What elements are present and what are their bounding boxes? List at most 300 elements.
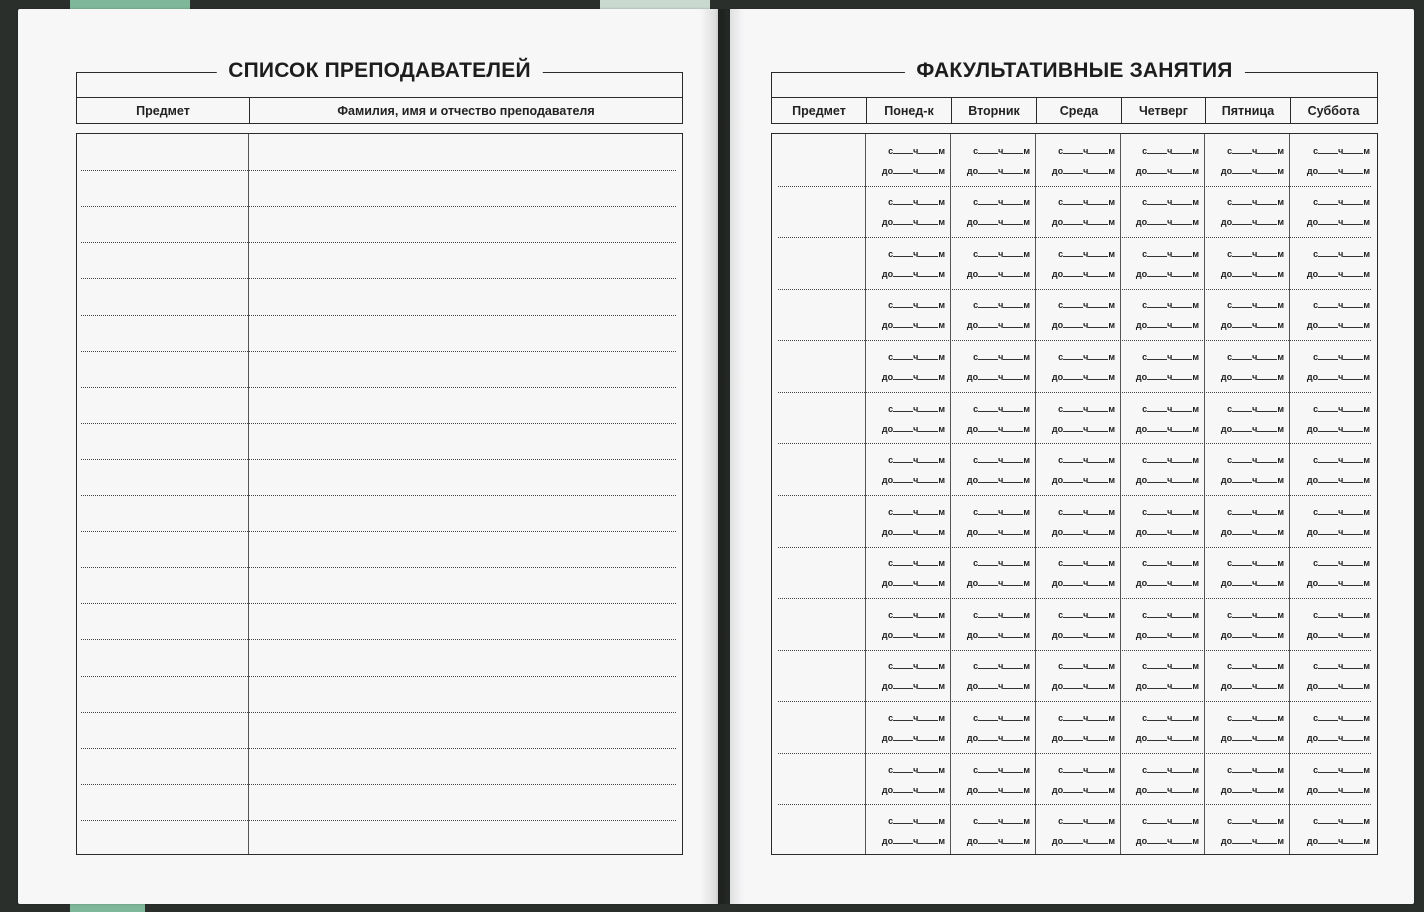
time-to-line: до ч м <box>1220 268 1284 279</box>
time-to-line: до ч м <box>881 629 945 640</box>
time-from-line: с ч м <box>1227 764 1284 775</box>
time-to-line: до ч м <box>1306 320 1370 331</box>
time-to-line: до ч м <box>881 681 945 692</box>
time-to-line: до ч м <box>1135 165 1199 176</box>
elective-time-cell[interactable] <box>866 237 951 289</box>
electives-header-row <box>771 97 1378 124</box>
time-to-line: до ч м <box>1051 733 1115 744</box>
time-to-line: до ч м <box>1306 836 1370 847</box>
time-to-line: до ч м <box>1135 372 1199 383</box>
teacher-name-cell[interactable] <box>250 278 682 314</box>
time-to-line: до ч м <box>966 423 1030 434</box>
elective-subject-cell[interactable] <box>772 237 865 289</box>
time-to-line: до ч м <box>966 784 1030 795</box>
time-to-line: до ч м <box>1051 217 1115 228</box>
time-from-line: с ч м <box>1142 609 1199 620</box>
elective-time-cell[interactable] <box>1121 392 1205 444</box>
elective-time-cell[interactable] <box>1036 392 1121 444</box>
teacher-subject-cell[interactable] <box>77 206 248 242</box>
time-from-line: с ч м <box>888 300 945 311</box>
teacher-name-cell[interactable] <box>250 495 682 531</box>
time-to-line: до ч м <box>1135 268 1199 279</box>
teacher-name-cell[interactable] <box>250 820 682 856</box>
time-to-line: до ч м <box>966 165 1030 176</box>
time-from-line: с ч м <box>1142 764 1199 775</box>
teacher-name-cell[interactable] <box>250 206 682 242</box>
time-to-line: до ч м <box>966 320 1030 331</box>
time-to-line: до ч м <box>1220 578 1284 589</box>
elective-time-cell[interactable] <box>1205 495 1290 547</box>
elective-time-cell[interactable] <box>1290 289 1376 341</box>
teacher-subject-cell[interactable] <box>77 712 248 748</box>
time-from-line: с ч м <box>973 248 1030 259</box>
time-to-line: до ч м <box>881 784 945 795</box>
elective-time-cell[interactable] <box>1036 186 1121 238</box>
time-to-line: до ч м <box>1306 526 1370 537</box>
elective-time-cell[interactable] <box>1036 547 1121 599</box>
elective-time-cell[interactable] <box>1036 134 1121 186</box>
time-from-line: с ч м <box>1142 145 1199 156</box>
time-to-line: до ч м <box>1306 681 1370 692</box>
teacher-name-cell[interactable] <box>250 676 682 712</box>
teacher-name-cell[interactable] <box>250 242 682 278</box>
elective-time-cell[interactable] <box>1036 495 1121 547</box>
time-to-line: до ч м <box>966 372 1030 383</box>
time-from-line: с ч м <box>973 816 1030 827</box>
time-to-line: до ч м <box>1135 423 1199 434</box>
elective-time-cell[interactable] <box>1205 289 1290 341</box>
teachers-table <box>76 133 683 855</box>
elective-subject-cell[interactable] <box>772 495 865 547</box>
time-to-line: до ч м <box>1051 526 1115 537</box>
elective-time-cell[interactable] <box>951 134 1036 186</box>
elective-time-cell[interactable] <box>866 701 951 753</box>
elective-time-cell[interactable] <box>1290 340 1376 392</box>
time-from-line: с ч м <box>1313 248 1370 259</box>
elective-time-cell[interactable] <box>1205 186 1290 238</box>
time-from-line: с ч м <box>888 352 945 363</box>
teacher-subject-cell[interactable] <box>77 242 248 278</box>
elective-time-cell[interactable] <box>1290 443 1376 495</box>
elective-time-cell[interactable] <box>1290 547 1376 599</box>
elective-time-cell[interactable] <box>866 289 951 341</box>
elective-time-cell[interactable] <box>951 650 1036 702</box>
time-to-line: до ч м <box>1051 165 1115 176</box>
elective-time-cell[interactable] <box>1205 547 1290 599</box>
time-to-line: до ч м <box>1220 836 1284 847</box>
column-header-subject: Предмет <box>792 103 846 118</box>
elective-time-cell[interactable] <box>1036 753 1121 805</box>
time-from-line: с ч м <box>1142 455 1199 466</box>
time-from-line: с ч м <box>973 661 1030 672</box>
elective-time-cell[interactable] <box>866 134 951 186</box>
elective-time-cell[interactable] <box>951 495 1036 547</box>
teacher-name-cell[interactable] <box>250 459 682 495</box>
elective-time-cell[interactable] <box>1121 753 1205 805</box>
time-from-line: с ч м <box>1058 609 1115 620</box>
time-from-line: с ч м <box>1313 506 1370 517</box>
teacher-name-cell[interactable] <box>250 134 682 170</box>
elective-subject-cell[interactable] <box>772 753 865 805</box>
time-from-line: с ч м <box>888 455 945 466</box>
time-from-line: с ч м <box>1313 300 1370 311</box>
elective-time-cell[interactable] <box>951 443 1036 495</box>
elective-time-cell[interactable] <box>866 753 951 805</box>
elective-subject-cell[interactable] <box>772 804 865 856</box>
time-to-line: до ч м <box>1135 475 1199 486</box>
time-to-line: до ч м <box>1051 475 1115 486</box>
elective-time-cell[interactable] <box>1036 443 1121 495</box>
teacher-subject-cell[interactable] <box>77 567 248 603</box>
time-from-line: с ч м <box>1142 816 1199 827</box>
elective-time-cell[interactable] <box>1205 340 1290 392</box>
time-to-line: до ч м <box>1220 629 1284 640</box>
elective-time-cell[interactable] <box>1290 753 1376 805</box>
teacher-subject-cell[interactable] <box>77 495 248 531</box>
time-from-line: с ч м <box>888 609 945 620</box>
time-to-line: до ч м <box>1051 578 1115 589</box>
elective-time-cell[interactable] <box>1036 289 1121 341</box>
elective-time-cell[interactable] <box>866 598 951 650</box>
elective-time-cell[interactable] <box>1121 134 1205 186</box>
time-from-line: с ч м <box>1227 661 1284 672</box>
elective-time-cell[interactable] <box>951 701 1036 753</box>
time-from-line: с ч м <box>1313 764 1370 775</box>
elective-subject-cell[interactable] <box>772 701 865 753</box>
column-header-subject: Предмет <box>136 103 190 118</box>
time-from-line: с ч м <box>1058 145 1115 156</box>
column-header-saturday: Суббота <box>1290 98 1376 123</box>
elective-time-cell[interactable] <box>1205 701 1290 753</box>
elective-time-cell[interactable] <box>1121 495 1205 547</box>
time-to-line: до ч м <box>1051 423 1115 434</box>
time-from-line: с ч м <box>1058 816 1115 827</box>
elective-subject-cell[interactable] <box>772 547 865 599</box>
cover-accent-top-right <box>600 0 710 9</box>
elective-time-cell[interactable] <box>1121 547 1205 599</box>
teacher-name-cell[interactable] <box>250 351 682 387</box>
cover-accent-top <box>70 0 190 9</box>
time-to-line: до ч м <box>1220 681 1284 692</box>
elective-time-cell[interactable] <box>1205 753 1290 805</box>
teacher-subject-cell[interactable] <box>77 423 248 459</box>
time-to-line: до ч м <box>1051 320 1115 331</box>
time-from-line: с ч м <box>1058 403 1115 414</box>
time-from-line: с ч м <box>1313 713 1370 724</box>
teacher-subject-cell[interactable] <box>77 170 248 206</box>
time-from-line: с ч м <box>1142 558 1199 569</box>
teacher-name-cell[interactable] <box>250 387 682 423</box>
elective-time-cell[interactable] <box>951 547 1036 599</box>
elective-time-cell[interactable] <box>1121 186 1205 238</box>
time-from-line: с ч м <box>1142 713 1199 724</box>
elective-time-cell[interactable] <box>866 547 951 599</box>
time-from-line: с ч м <box>888 713 945 724</box>
teacher-subject-cell[interactable] <box>77 459 248 495</box>
time-from-line: с ч м <box>1142 403 1199 414</box>
time-to-line: до ч м <box>1220 217 1284 228</box>
time-to-line: до ч м <box>1051 836 1115 847</box>
elective-time-cell[interactable] <box>1205 237 1290 289</box>
time-to-line: до ч м <box>1220 372 1284 383</box>
time-from-line: с ч м <box>1227 455 1284 466</box>
cover-accent-bottom <box>70 903 145 912</box>
time-from-line: с ч м <box>1227 403 1284 414</box>
time-to-line: до ч м <box>966 475 1030 486</box>
elective-time-cell[interactable] <box>1290 392 1376 444</box>
teacher-name-cell[interactable] <box>250 567 682 603</box>
time-to-line: до ч м <box>1306 217 1370 228</box>
elective-time-cell[interactable] <box>1036 237 1121 289</box>
time-to-line: до ч м <box>966 836 1030 847</box>
time-from-line: с ч м <box>1313 455 1370 466</box>
time-to-line: до ч м <box>1135 784 1199 795</box>
teacher-subject-cell[interactable] <box>77 387 248 423</box>
time-from-line: с ч м <box>1058 197 1115 208</box>
time-to-line: до ч м <box>881 268 945 279</box>
time-from-line: с ч м <box>888 506 945 517</box>
time-to-line: до ч м <box>1051 372 1115 383</box>
elective-time-cell[interactable] <box>1205 650 1290 702</box>
time-to-line: до ч м <box>1220 475 1284 486</box>
elective-time-cell[interactable] <box>951 237 1036 289</box>
elective-time-cell[interactable] <box>951 392 1036 444</box>
teacher-subject-cell[interactable] <box>77 676 248 712</box>
teacher-subject-cell[interactable] <box>77 134 248 170</box>
time-to-line: до ч м <box>1135 681 1199 692</box>
elective-time-cell[interactable] <box>1121 289 1205 341</box>
time-to-line: до ч м <box>966 681 1030 692</box>
time-from-line: с ч м <box>1058 300 1115 311</box>
teacher-subject-cell[interactable] <box>77 351 248 387</box>
elective-time-cell[interactable] <box>1121 804 1205 856</box>
time-from-line: с ч м <box>1227 248 1284 259</box>
time-to-line: до ч м <box>966 217 1030 228</box>
elective-subject-cell[interactable] <box>772 340 865 392</box>
elective-time-cell[interactable] <box>1121 443 1205 495</box>
teacher-name-cell[interactable] <box>250 170 682 206</box>
time-to-line: до ч м <box>1051 629 1115 640</box>
time-to-line: до ч м <box>966 578 1030 589</box>
elective-subject-cell[interactable] <box>772 134 865 186</box>
time-from-line: с ч м <box>1058 661 1115 672</box>
elective-subject-cell[interactable] <box>772 598 865 650</box>
time-to-line: до ч м <box>1306 268 1370 279</box>
teacher-name-cell[interactable] <box>250 423 682 459</box>
elective-subject-cell[interactable] <box>772 289 865 341</box>
teacher-name-cell[interactable] <box>250 639 682 675</box>
elective-time-cell[interactable] <box>1036 804 1121 856</box>
time-from-line: с ч м <box>1142 352 1199 363</box>
column-header-tuesday: Вторник <box>951 98 1036 123</box>
elective-time-cell[interactable] <box>1290 134 1376 186</box>
elective-time-cell[interactable] <box>1205 598 1290 650</box>
electives-title-frame <box>771 59 1378 98</box>
teacher-subject-cell[interactable] <box>77 278 248 314</box>
elective-time-cell[interactable] <box>1290 186 1376 238</box>
time-to-line: до ч м <box>1135 320 1199 331</box>
time-to-line: до ч м <box>1135 836 1199 847</box>
teacher-subject-cell[interactable] <box>77 820 248 856</box>
time-from-line: с ч м <box>973 558 1030 569</box>
teacher-subject-cell[interactable] <box>77 784 248 820</box>
teacher-name-cell[interactable] <box>250 315 682 351</box>
time-to-line: до ч м <box>1220 526 1284 537</box>
time-from-line: с ч м <box>1227 352 1284 363</box>
elective-time-cell[interactable] <box>866 804 951 856</box>
teachers-title-frame <box>76 59 683 98</box>
teacher-name-cell[interactable] <box>250 712 682 748</box>
teacher-subject-cell[interactable] <box>77 603 248 639</box>
time-from-line: с ч м <box>973 764 1030 775</box>
time-from-line: с ч м <box>1313 403 1370 414</box>
time-from-line: с ч м <box>1058 248 1115 259</box>
time-from-line: с ч м <box>973 300 1030 311</box>
time-from-line: с ч м <box>1227 558 1284 569</box>
time-from-line: с ч м <box>888 145 945 156</box>
column-header-wednesday: Среда <box>1036 98 1121 123</box>
time-from-line: с ч м <box>1227 145 1284 156</box>
time-from-line: с ч м <box>1058 506 1115 517</box>
teacher-name-cell[interactable] <box>250 784 682 820</box>
time-from-line: с ч м <box>1227 300 1284 311</box>
time-to-line: до ч м <box>1051 784 1115 795</box>
time-to-line: до ч м <box>1306 578 1370 589</box>
time-from-line: с ч м <box>1058 352 1115 363</box>
elective-time-cell[interactable] <box>866 340 951 392</box>
time-from-line: с ч м <box>973 145 1030 156</box>
time-from-line: с ч м <box>888 197 945 208</box>
time-from-line: с ч м <box>888 764 945 775</box>
elective-time-cell[interactable] <box>951 598 1036 650</box>
time-to-line: до ч м <box>1306 475 1370 486</box>
teacher-name-cell[interactable] <box>250 531 682 567</box>
time-from-line: с ч м <box>1058 558 1115 569</box>
time-to-line: до ч м <box>1220 165 1284 176</box>
time-from-line: с ч м <box>1313 661 1370 672</box>
time-from-line: с ч м <box>888 403 945 414</box>
elective-time-cell[interactable] <box>1290 495 1376 547</box>
elective-time-cell[interactable] <box>951 753 1036 805</box>
elective-time-cell[interactable] <box>1036 340 1121 392</box>
time-to-line: до ч м <box>966 733 1030 744</box>
elective-time-cell[interactable] <box>1290 804 1376 856</box>
elective-time-cell[interactable] <box>1290 598 1376 650</box>
elective-subject-cell[interactable] <box>772 186 865 238</box>
time-to-line: до ч м <box>1306 423 1370 434</box>
teacher-subject-cell[interactable] <box>77 531 248 567</box>
time-from-line: с ч м <box>888 661 945 672</box>
elective-time-cell[interactable] <box>866 495 951 547</box>
elective-time-cell[interactable] <box>1205 443 1290 495</box>
time-to-line: до ч м <box>881 320 945 331</box>
time-from-line: с ч м <box>1227 713 1284 724</box>
time-from-line: с ч м <box>1142 506 1199 517</box>
time-from-line: с ч м <box>1313 352 1370 363</box>
elective-time-cell[interactable] <box>866 392 951 444</box>
electives-table <box>771 133 1378 855</box>
time-from-line: с ч м <box>973 455 1030 466</box>
time-from-line: с ч м <box>1313 145 1370 156</box>
time-from-line: с ч м <box>973 713 1030 724</box>
time-from-line: с ч м <box>1227 816 1284 827</box>
elective-time-cell[interactable] <box>866 443 951 495</box>
time-to-line: до ч м <box>1306 372 1370 383</box>
elective-time-cell[interactable] <box>951 289 1036 341</box>
right-page <box>730 9 1414 904</box>
time-to-line: до ч м <box>881 578 945 589</box>
elective-time-cell[interactable] <box>1121 340 1205 392</box>
time-from-line: с ч м <box>973 403 1030 414</box>
elective-time-cell[interactable] <box>1205 804 1290 856</box>
time-to-line: до ч м <box>1135 733 1199 744</box>
elective-time-cell[interactable] <box>1121 701 1205 753</box>
electives-title: ФАКУЛЬТАТИВНЫЕ ЗАНЯТИЯ <box>904 59 1244 83</box>
time-from-line: с ч м <box>973 197 1030 208</box>
elective-time-cell[interactable] <box>1290 701 1376 753</box>
time-to-line: до ч м <box>881 217 945 228</box>
elective-time-cell[interactable] <box>951 186 1036 238</box>
time-from-line: с ч м <box>1227 609 1284 620</box>
time-to-line: до ч м <box>1220 320 1284 331</box>
time-to-line: до ч м <box>1306 784 1370 795</box>
elective-time-cell[interactable] <box>951 340 1036 392</box>
elective-time-cell[interactable] <box>1036 701 1121 753</box>
elective-time-cell[interactable] <box>1036 598 1121 650</box>
time-to-line: до ч м <box>1135 217 1199 228</box>
teachers-list-title: СПИСОК ПРЕПОДАВАТЕЛЕЙ <box>216 59 542 83</box>
elective-subject-cell[interactable] <box>772 650 865 702</box>
elective-time-cell[interactable] <box>1290 237 1376 289</box>
elective-time-cell[interactable] <box>866 650 951 702</box>
teacher-subject-cell[interactable] <box>77 639 248 675</box>
time-from-line: с ч м <box>1058 455 1115 466</box>
time-from-line: с ч м <box>1227 506 1284 517</box>
teacher-subject-cell[interactable] <box>77 315 248 351</box>
elective-time-cell[interactable] <box>951 804 1036 856</box>
column-header-teacher-name: Фамилия, имя и отчество преподавателя <box>249 98 682 123</box>
time-to-line: до ч м <box>1135 629 1199 640</box>
time-from-line: с ч м <box>973 352 1030 363</box>
elective-time-cell[interactable] <box>1121 650 1205 702</box>
time-to-line: до ч м <box>1220 784 1284 795</box>
column-header-monday: Понед-к <box>866 98 951 123</box>
teacher-name-cell[interactable] <box>250 748 682 784</box>
elective-subject-cell[interactable] <box>772 443 865 495</box>
time-to-line: до ч м <box>1051 268 1115 279</box>
time-from-line: с ч м <box>1313 197 1370 208</box>
elective-time-cell[interactable] <box>1290 650 1376 702</box>
time-to-line: до ч м <box>966 629 1030 640</box>
time-from-line: с ч м <box>1058 764 1115 775</box>
time-from-line: с ч м <box>888 558 945 569</box>
time-to-line: до ч м <box>1306 733 1370 744</box>
time-to-line: до ч м <box>1220 423 1284 434</box>
elective-time-cell[interactable] <box>1205 134 1290 186</box>
elective-time-cell[interactable] <box>1205 392 1290 444</box>
elective-time-cell[interactable] <box>1036 650 1121 702</box>
elective-time-cell[interactable] <box>1121 237 1205 289</box>
elective-time-cell[interactable] <box>1121 598 1205 650</box>
teachers-header-row <box>76 97 683 124</box>
time-to-line: до ч м <box>1135 526 1199 537</box>
elective-time-cell[interactable] <box>866 186 951 238</box>
teacher-name-cell[interactable] <box>250 603 682 639</box>
elective-subject-cell[interactable] <box>772 392 865 444</box>
time-from-line: с ч м <box>888 248 945 259</box>
time-from-line: с ч м <box>1313 609 1370 620</box>
teacher-subject-cell[interactable] <box>77 748 248 784</box>
